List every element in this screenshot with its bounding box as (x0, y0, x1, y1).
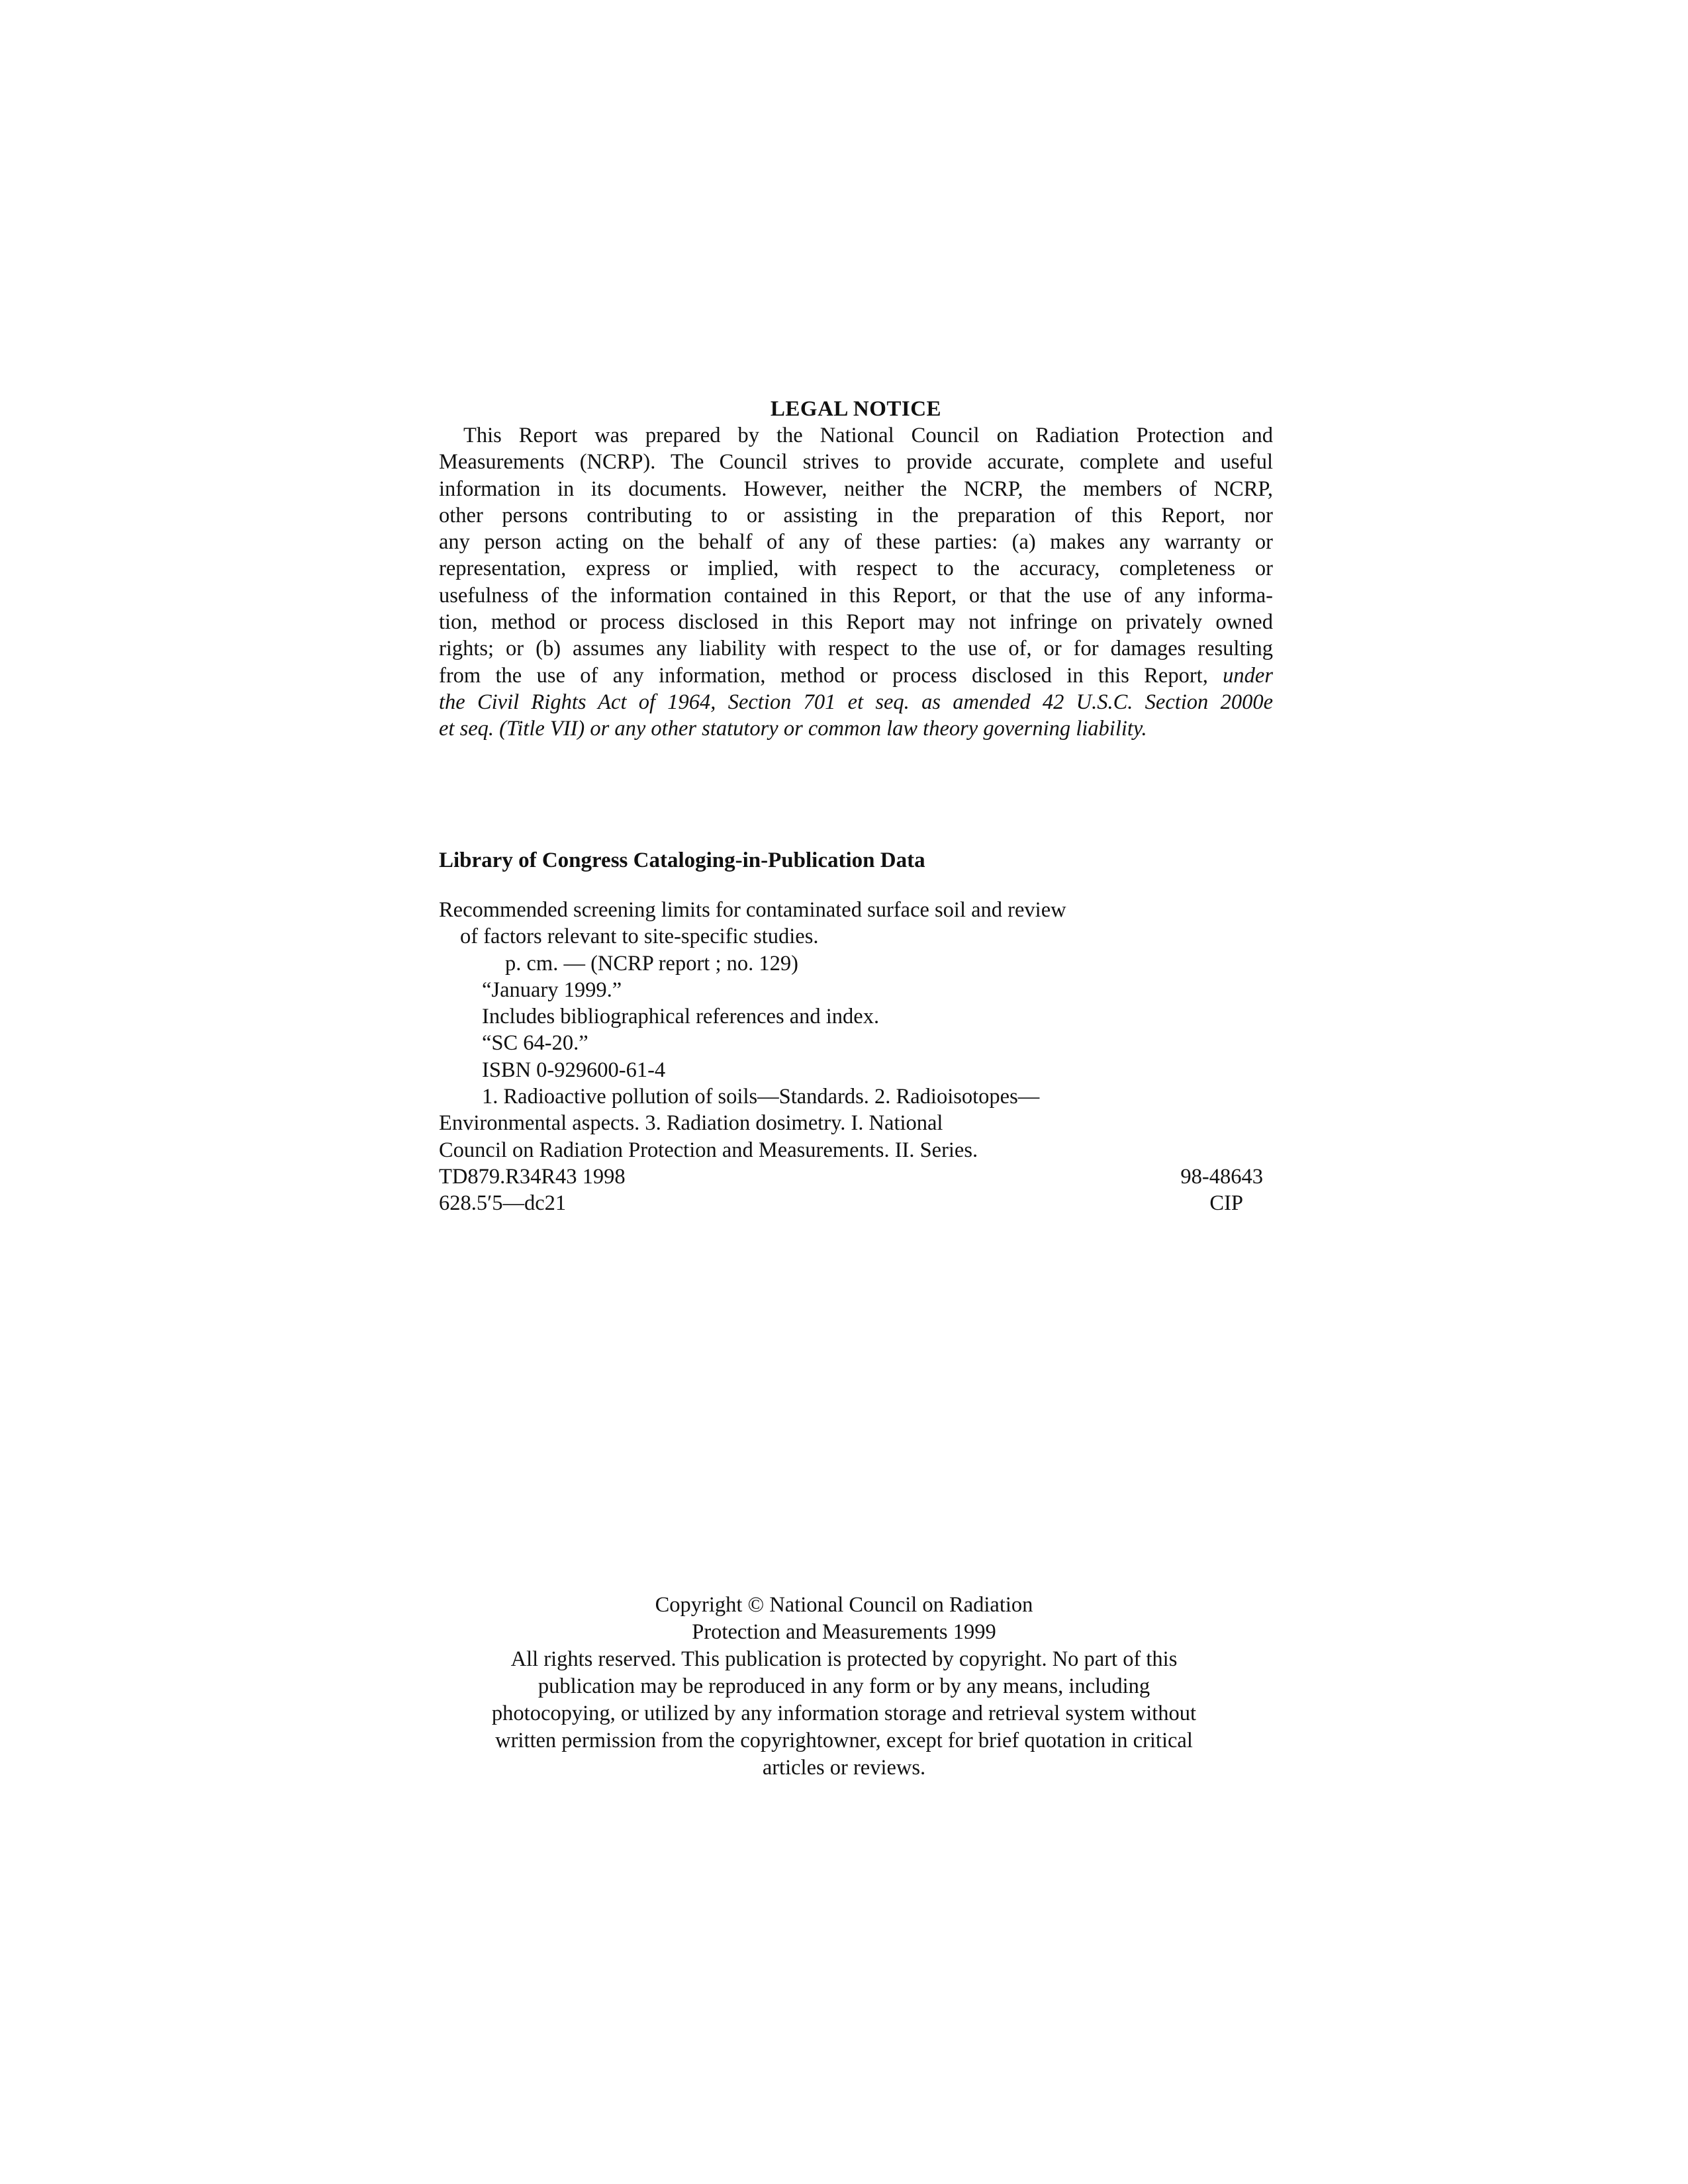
cip-call-number-row (439, 1163, 1263, 1190)
copyright-line: photocopying, or utilized by any information storage and retrieval system without (491, 1702, 1197, 1725)
copyright-line: Protection and Measurements 1999 (692, 1620, 996, 1644)
legal-notice-line (439, 662, 1273, 689)
copyright-line: written permission from the copyrightowner, except for brief quotation in critical (495, 1729, 1193, 1752)
copyright-line: All rights reserved. This publication is protected by copyright. No part of this (510, 1647, 1178, 1671)
cip-dewey: 628.5′5—dc21 (439, 1191, 567, 1216)
cip-biblio-note: Includes bibliographical references and index. (482, 1005, 880, 1029)
cip-record (439, 897, 1273, 1217)
cip-label: CIP (1209, 1191, 1243, 1216)
cip-series-line: p. cm. — (NCRP report ; no. 129) (505, 951, 798, 976)
legal-notice-italic-line: the Civil Rights Act of 1964, Section 701 et seq. as amended 42 U.S.C. Section 2000e (439, 690, 1273, 714)
cip-lccn: 98-48643 (1180, 1164, 1263, 1189)
legal-notice-line: This Report was prepared by the National Council on Radiation Protection and (463, 424, 1273, 447)
copyright-line: publication may be reproduced in any form or by any means, including (538, 1674, 1150, 1698)
cip-dewey-row (439, 1190, 1263, 1216)
copyright-notice (397, 1592, 1291, 1782)
cip-isbn: ISBN 0-929600-61-4 (482, 1058, 666, 1082)
legal-notice-body (439, 422, 1273, 743)
cip-sc-note: “SC 64-20.” (482, 1031, 588, 1056)
cip-subjects-line: 1. Radioactive pollution of soils—Standards. 2. Radioisotopes— (482, 1085, 1040, 1109)
legal-notice-italic-line: et seq. (Title VII) or any other statutory or common law theory governing liability. (439, 717, 1147, 741)
legal-notice-line: information in its documents. However, neither the NCRP, the members of NCRP, (439, 477, 1273, 501)
copyright-line: Copyright © National Council on Radiation (655, 1593, 1033, 1617)
legal-notice-line: Measurements (NCRP). The Council strives to provide accurate, complete and useful (439, 450, 1273, 475)
cip-heading: Library of Congress Cataloging-in-Publication Data (439, 848, 925, 872)
legal-notice-line: rights; or (b) assumes any liability with respect to the use of, or for damages resulting (439, 637, 1273, 661)
cip-date-note: “January 1999.” (482, 978, 622, 1002)
legal-notice-line: other persons contributing to or assisting in the preparation of this Report, nor (439, 503, 1273, 527)
cip-title-line: of factors relevant to site-specific studies. (460, 925, 819, 949)
cip-subjects-line: Environmental aspects. 3. Radiation dosimetry. I. National (439, 1111, 943, 1136)
legal-notice-italic-text: under (1223, 663, 1273, 688)
legal-notice-line: any person acting on the behalf of any of these parties: (a) makes any warranty or (439, 530, 1273, 555)
legal-notice-text: from the use of any information, method or process disclosed in this Report, (439, 663, 1223, 688)
legal-notice-line: representation, express or implied, with respect to the accuracy, completeness or (439, 557, 1273, 581)
legal-notice-line: usefulness of the information contained in this Report, or that the use of any informa- (439, 583, 1273, 608)
copyright-line: articles or reviews. (762, 1756, 926, 1780)
legal-notice-line: tion, method or process disclosed in this Report may not infringe on privately owned (439, 610, 1273, 635)
cip-subjects-line: Council on Radiation Protection and Measurements. II. Series. (439, 1138, 978, 1162)
cip-call-number: TD879.R34R43 1998 (439, 1164, 626, 1189)
legal-notice-title: LEGAL NOTICE (770, 397, 942, 421)
cip-title-line: Recommended screening limits for contaminated surface soil and review (439, 898, 1066, 922)
